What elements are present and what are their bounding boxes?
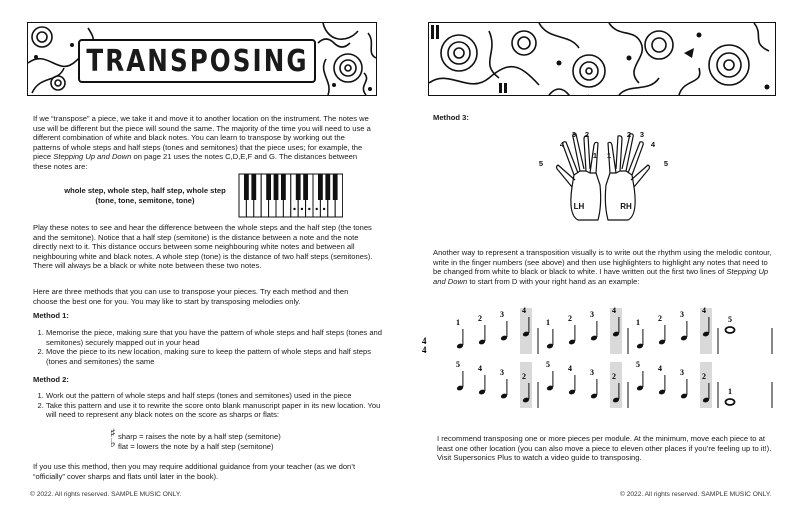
intro-text: If we “transpose” a piece, we take it and move it to another location on the instrument. The notes we use will be different but the piece will sound the same. The majority of the time you will need to use a different combination of white and black notes. You can learn to transpose by working out the patterns of whole steps and half steps (tones and semitones) that the piece uses; for example, the piece bbox=[33, 114, 371, 162]
step-pattern-line1: whole step, whole step, half step, whole step bbox=[64, 186, 226, 195]
finger-label-lh-1: 1 bbox=[592, 151, 598, 160]
finger-number: 4 bbox=[702, 306, 706, 315]
visual-text: Another way to represent a transposition visually is to write out the rhythm using the melodic contour, write in the finger numbers (see above) and then use highlighters to highlight any notes that need to be changed from white to black or black to white. I have written out the first two lines of bbox=[433, 248, 772, 277]
method1-list bbox=[33, 328, 386, 366]
finger-label-rh-4: 4 bbox=[650, 140, 656, 149]
black-key bbox=[325, 174, 330, 200]
title-box bbox=[78, 39, 316, 83]
visual-paragraph bbox=[433, 248, 773, 286]
finger-number: 3 bbox=[590, 310, 594, 319]
key-dot bbox=[323, 208, 325, 210]
finger-number: 4 bbox=[478, 364, 482, 373]
guidance-paragraph: If you use this method, then you may require additional guidance from your teacher (as we don’t “officially” cover sharps and flats until later in the book). bbox=[33, 462, 356, 481]
rh-label: RH bbox=[620, 202, 632, 211]
sharp-icon: ♯ bbox=[110, 426, 116, 440]
black-key bbox=[244, 174, 249, 200]
method3-heading: Method 3: bbox=[433, 113, 469, 122]
key-dot bbox=[293, 208, 295, 210]
finger-label-rh-5: 5 bbox=[663, 159, 669, 168]
finger-number: 1 bbox=[728, 387, 732, 396]
finger-number: 2 bbox=[658, 314, 662, 323]
key-dot bbox=[301, 208, 303, 210]
page-title: TRANSPOSING bbox=[85, 43, 309, 79]
finger-label-lh-4: 4 bbox=[559, 140, 565, 149]
intro-paragraph bbox=[33, 114, 373, 172]
step-pattern-line2: (tone, tone, semitone, tone) bbox=[95, 195, 195, 205]
step-pattern bbox=[55, 186, 235, 206]
list-item: 1. Memorise the piece, making sure that you have the pattern of whole steps and half steps (tones and semitones) securely mapped out in your head bbox=[46, 328, 386, 347]
right-page bbox=[400, 0, 800, 518]
time-signature-top: 4 bbox=[422, 336, 427, 346]
method2-heading: Method 2: bbox=[33, 375, 69, 384]
doodle-banner-left bbox=[27, 22, 377, 96]
finger-number: 3 bbox=[500, 368, 504, 377]
doodle-banner-icon bbox=[429, 23, 775, 95]
flat-icon: ♭ bbox=[110, 436, 116, 450]
finger-number: 4 bbox=[658, 364, 662, 373]
black-key bbox=[333, 174, 338, 200]
black-key bbox=[266, 174, 271, 200]
piano-keyboard-icon bbox=[238, 173, 343, 218]
finger-number: 3 bbox=[680, 368, 684, 377]
finger-number: 5 bbox=[546, 360, 550, 369]
finger-number: 1 bbox=[456, 318, 460, 327]
black-key bbox=[296, 174, 301, 200]
finger-number: 1 bbox=[546, 318, 550, 327]
finger-number: 2 bbox=[568, 314, 572, 323]
finger-label-rh-1: 1 bbox=[606, 151, 612, 160]
finger-number: 1 bbox=[636, 318, 640, 327]
finger-label-rh-3: 3 bbox=[639, 130, 645, 139]
footer-left: © 2022. All rights reserved. SAMPLE MUSIC ONLY. bbox=[30, 491, 182, 498]
visual-text-end: to start from D with your right hand as an example: bbox=[467, 276, 640, 286]
whole-note bbox=[726, 327, 735, 333]
finger-number: 5 bbox=[636, 360, 640, 369]
rhythm-notation bbox=[400, 300, 800, 420]
footer-right: © 2022. All rights reserved. SAMPLE MUSIC ONLY. bbox=[620, 491, 772, 498]
finger-number: 2 bbox=[522, 372, 526, 381]
lh-label: LH bbox=[573, 202, 585, 211]
finger-number: 3 bbox=[500, 310, 504, 319]
finger-number: 3 bbox=[590, 368, 594, 377]
intro-text-end: on page 21 uses the notes C,D,E,F and G. The distances between these notes are: bbox=[33, 152, 358, 171]
notation-line-1 bbox=[422, 306, 772, 355]
black-key bbox=[274, 174, 279, 200]
time-signature-bottom: 4 bbox=[422, 345, 427, 355]
finger-label-lh-5: 5 bbox=[538, 159, 544, 168]
whole-note bbox=[726, 399, 735, 405]
list-item: 1. Work out the pattern of whole steps and half steps (tones and semitones) used in the piece bbox=[46, 391, 386, 401]
finger-number: 2 bbox=[612, 372, 616, 381]
method2-list bbox=[33, 391, 386, 420]
finger-number: 4 bbox=[612, 306, 616, 315]
accidentals-legend bbox=[110, 426, 340, 452]
finger-number: 3 bbox=[680, 310, 684, 319]
key-dot bbox=[316, 208, 318, 210]
sharp-text: sharp = raises the note by a half step (semitone) bbox=[118, 432, 281, 441]
finger-number: 5 bbox=[728, 315, 732, 324]
finger-number: 5 bbox=[456, 360, 460, 369]
finger-label-lh-2: 2 bbox=[584, 130, 590, 139]
finger-number: 2 bbox=[478, 314, 482, 323]
finger-number: 4 bbox=[522, 306, 526, 315]
piece-title: Stepping Up and Down bbox=[53, 152, 132, 162]
black-key bbox=[318, 174, 323, 200]
notation-line-2 bbox=[456, 360, 772, 408]
black-key bbox=[251, 174, 256, 200]
flat-text: flat = lowers the note by a half step (semitone) bbox=[118, 442, 274, 451]
final-paragraph: I recommend transposing one or more pieces per module. At the minimum, move each piece to at least one other location (you can also move a piece to eleven other places if you’re feeling up to it!). Visit Supersonics Plus to watch a video guide to transposing. bbox=[437, 434, 772, 463]
list-item: 2. Take this pattern and use it to rewrite the score onto blank manuscript paper in its new location. You will need to represent any black notes on the score as sharps or flats: bbox=[46, 401, 386, 420]
play-paragraph: Play these notes to see and hear the difference between the whole steps and the half step (the tones and the semitone). Notice that a half step (semitone) is the distance between a note and the note directly next to it. This distance occurs between some neighbouring white notes and between all neighbouring white and black notes. A whole step (tone) is the distance of two half steps (semitones). There will always be a black or white note between these two notes. bbox=[33, 223, 373, 271]
method1-heading: Method 1: bbox=[33, 311, 69, 320]
list-item: 2. Move the piece to its new location, making sure to keep the pattern of whole steps and half steps (tones and semitones) the same bbox=[46, 347, 386, 366]
finger-label-rh-2: 2 bbox=[626, 130, 632, 139]
finger-number: 4 bbox=[568, 364, 572, 373]
doodle-banner-right bbox=[428, 22, 776, 96]
finger-label-lh-3: 3 bbox=[571, 130, 577, 139]
piece-title: Stepping Up and Down bbox=[433, 267, 769, 286]
black-key bbox=[281, 174, 286, 200]
black-key bbox=[303, 174, 308, 200]
finger-number: 2 bbox=[702, 372, 706, 381]
key-dot bbox=[308, 208, 310, 210]
methods-paragraph: Here are three methods that you can use to transpose your pieces. Try each method and then choose the best one for you. You may like to start by transposing melodies only. bbox=[33, 287, 349, 306]
hands-icon bbox=[528, 125, 678, 225]
